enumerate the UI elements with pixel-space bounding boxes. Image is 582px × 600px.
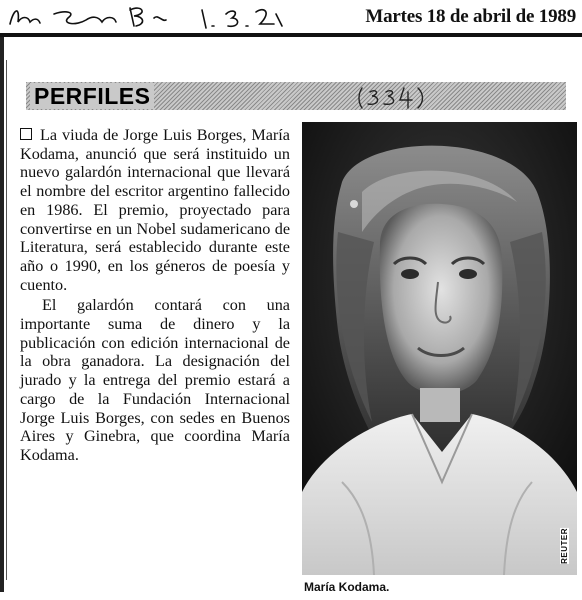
publication-date: Martes 18 de abril de 1989: [365, 6, 576, 27]
clipping-border: [0, 37, 4, 592]
photo-credit: REUTER: [560, 528, 569, 564]
clipping-inner-border: [6, 60, 7, 580]
handwriting-scribble: [6, 2, 306, 32]
bullet-box-icon: [20, 128, 32, 140]
portrait-illustration: [302, 122, 577, 575]
section-title: PERFILES: [30, 83, 154, 109]
portrait-photo: [302, 122, 577, 575]
article-body: [20, 126, 290, 465]
photo-caption: María Kodama.: [304, 580, 390, 594]
handwritten-annotation: [356, 84, 426, 110]
article-paragraph-1: La viuda de Jorge Luis Borges, María Kodama, anunció que será instituido un nuevo galardón internacional que llevará el nombre del escritor argentino fallecido en 1986. El premio, proyectado para convertirse en un Nobel sudamericano de Literatura, será establecido durante este año o 1990, en los géneros de poesía y cuento.: [20, 126, 290, 294]
article-paragraph-2: El galardón contará con una importante suma de dinero y la publicación con edición internacional de la obra ganadora. La designación del jurado y la entrega del premio estará a cargo de la Fundación Internacional Jorge Luis Borges, con sedes en Buenos Aires y Ginebra, que coordina María Kodama.: [20, 296, 290, 464]
header-rule: [0, 33, 582, 37]
annotation-scribble: [356, 84, 426, 110]
handwritten-note: [6, 2, 306, 32]
